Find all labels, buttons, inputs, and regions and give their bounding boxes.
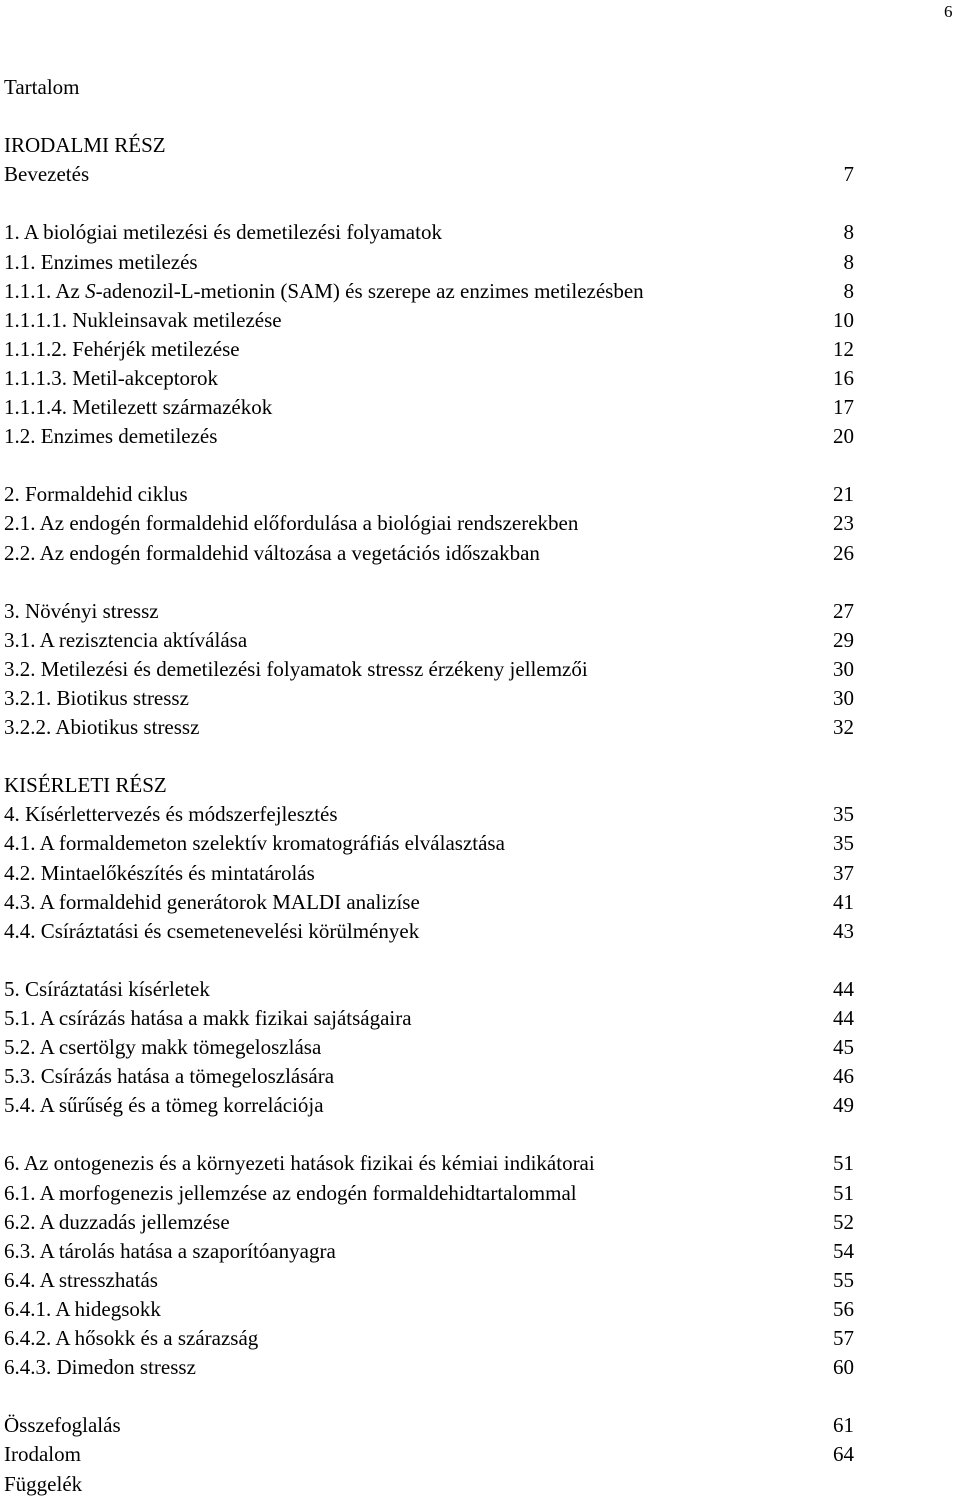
toc-entry-label: 1.1.1.2. Fehérjék metilezése — [4, 336, 240, 361]
toc-entry-label: 4.3. A formaldehid generátorok MALDI analizíse — [4, 889, 420, 914]
toc-entry — [4, 364, 854, 393]
toc-entry-page: 10 — [833, 307, 854, 332]
toc-entry-page: 57 — [833, 1326, 854, 1351]
toc-entry — [4, 1470, 854, 1499]
toc-entry — [4, 888, 854, 917]
toc-entry-label: 5. Csíráztatási kísérletek — [4, 976, 210, 1001]
toc-entry-label: 6.3. A tárolás hatása a szaporítóanyagra — [4, 1238, 336, 1263]
toc-entry — [4, 393, 854, 422]
toc-entry — [4, 975, 854, 1004]
toc-entry-label: 1.1. Enzimes metilezés — [4, 249, 198, 274]
toc-entry-page: 30 — [833, 685, 854, 710]
toc-entry — [4, 1295, 854, 1324]
toc-entry-label: 6.4.3. Dimedon stressz — [4, 1355, 196, 1380]
toc-entry-page: 51 — [833, 1180, 854, 1205]
toc-entry-page: 60 — [833, 1355, 854, 1380]
toc-entry — [4, 597, 854, 626]
toc-entry-page: 8 — [843, 278, 854, 303]
toc-entry-label: 1.2. Enzimes demetilezés — [4, 424, 218, 449]
toc-entry-page: 45 — [833, 1035, 854, 1060]
toc-entry — [4, 277, 854, 306]
toc-entry-label: 6.4.2. A hősokk és a szárazság — [4, 1326, 259, 1351]
toc-entry — [4, 626, 854, 655]
toc-entry-label: Összefoglalás — [4, 1413, 121, 1438]
toc-entry-page: 16 — [833, 365, 854, 390]
toc-entry — [4, 422, 854, 451]
toc-body — [4, 131, 854, 1498]
toc-entry-label: 1.1.1.4. Metilezett származékok — [4, 395, 273, 420]
toc-entry — [4, 539, 854, 568]
toc-entry — [4, 1324, 854, 1353]
toc-entry — [4, 1004, 854, 1033]
toc-entry-page: 32 — [833, 715, 854, 740]
toc-entry-page: 52 — [833, 1209, 854, 1234]
toc-entry-page: 21 — [833, 482, 854, 507]
toc-entry — [4, 480, 854, 509]
toc-entry — [4, 1237, 854, 1266]
toc-entry-page: 49 — [833, 1093, 854, 1118]
toc-entry-page: 8 — [843, 220, 854, 245]
toc-entry-page: 26 — [833, 540, 854, 565]
toc-entry — [4, 1033, 854, 1062]
toc-entry-label: 1.1.1. Az S-adenozil-L-metionin (SAM) és szerepe az enzimes metilezésben — [4, 278, 644, 303]
toc-entry — [4, 509, 854, 538]
toc-entry — [4, 335, 854, 364]
toc-entry — [4, 829, 854, 858]
toc-entry — [4, 306, 854, 335]
toc-entry-page: 44 — [833, 1006, 854, 1030]
section-heading: IRODALMI RÉSZ — [4, 133, 166, 158]
toc-entry-label: Irodalom — [4, 1442, 81, 1467]
toc-entry-label: 5.1. A csírázás hatása a makk fizikai sajátságaira — [4, 1006, 412, 1030]
toc-entry-page: 43 — [833, 918, 854, 943]
toc-entry-label: 1.1.1.1. Nukleinsavak metilezése — [4, 307, 282, 332]
toc-entry — [4, 1208, 854, 1237]
toc-entry-page: 30 — [833, 656, 854, 681]
toc-entry-label: 3.2.1. Biotikus stressz — [4, 685, 189, 710]
toc-entry-label: 2.1. Az endogén formaldehid előfordulása a biológiai rendszerekben — [4, 511, 579, 536]
toc-entry-page: 12 — [833, 336, 854, 361]
toc-entry-label: 4.4. Csíráztatási és csemetenevelési körülmények — [4, 918, 420, 943]
toc-entry-page: 41 — [833, 889, 854, 914]
toc-entry — [4, 859, 854, 888]
toc-entry-page: 46 — [833, 1064, 854, 1089]
toc-entry-page: 20 — [833, 424, 854, 449]
toc-entry — [4, 160, 854, 189]
toc-entry — [4, 684, 854, 713]
toc-entry-label: 4.2. Mintaelőkészítés és mintatárolás — [4, 860, 315, 885]
toc-entry-page: 61 — [833, 1413, 854, 1438]
toc-entry — [4, 248, 854, 277]
toc-entry — [4, 800, 854, 829]
toc-entry-page: 37 — [833, 860, 854, 885]
toc-entry-label: 6.4. A stresszhatás — [4, 1267, 158, 1292]
toc-entry-label: 5.4. A sűrűség és a tömeg korrelációja — [4, 1093, 324, 1118]
toc-entry — [4, 218, 854, 247]
toc-entry-page: 54 — [833, 1238, 854, 1263]
toc-entry-page: 35 — [833, 802, 854, 827]
toc-entry-label: 1. A biológiai metilezési és demetilezési folyamatok — [4, 220, 442, 245]
toc-entry-page: 7 — [843, 162, 854, 187]
toc-entry-page: 56 — [833, 1296, 854, 1321]
toc-entry-label: 3.1. A rezisztencia aktíválása — [4, 627, 248, 652]
toc-entry-label: 1.1.1.3. Metil-akceptorok — [4, 365, 219, 390]
toc-entry-label: 6.2. A duzzadás jellemzése — [4, 1209, 230, 1234]
toc-entry-label: 3.2. Metilezési és demetilezési folyamatok stressz érzékeny jellemzői — [4, 656, 588, 681]
toc-entry — [4, 1149, 854, 1178]
toc-entry-label: 4. Kísérlettervezés és módszerfejlesztés — [4, 802, 338, 827]
toc-entry-page: 35 — [833, 831, 854, 856]
page-number: 6 — [944, 2, 953, 21]
toc-entry-label: 3.2.2. Abiotikus stressz — [4, 715, 200, 740]
toc-entry-label: Bevezetés — [4, 162, 90, 187]
toc-entry-label: 4.1. A formaldemeton szelektív kromatográfiás elválasztása — [4, 831, 505, 856]
toc-entry-page: 8 — [843, 249, 854, 274]
toc-entry — [4, 1353, 854, 1382]
toc-entry — [4, 1179, 854, 1208]
toc-entry-page: 23 — [833, 511, 854, 536]
toc-entry-page: 29 — [833, 627, 854, 652]
toc-entry — [4, 1440, 854, 1469]
toc-title: Tartalom — [4, 75, 80, 99]
toc-entry — [4, 655, 854, 684]
table-of-contents — [4, 73, 854, 1499]
toc-entry-label: 5.2. A csertölgy makk tömegeloszlása — [4, 1035, 322, 1060]
toc-entry-page: 51 — [833, 1151, 854, 1176]
toc-entry-page: 55 — [833, 1267, 854, 1292]
toc-entry-page: 44 — [833, 976, 854, 1001]
toc-entry-label: 3. Növényi stressz — [4, 598, 159, 623]
toc-entry-label: 6.1. A morfogenezis jellemzése az endogén formaldehidtartalommal — [4, 1180, 577, 1205]
toc-entry — [4, 917, 854, 946]
toc-entry-label: 2.2. Az endogén formaldehid változása a vegetációs időszakban — [4, 540, 540, 565]
toc-entry — [4, 1411, 854, 1440]
toc-entry-label: 6. Az ontogenezis és a környezeti hatások fizikai és kémiai indikátorai — [4, 1151, 595, 1176]
toc-entry — [4, 1266, 854, 1295]
toc-entry-page: 17 — [833, 395, 854, 420]
toc-entry-label: Függelék — [4, 1471, 83, 1496]
toc-entry-label: 2. Formaldehid ciklus — [4, 482, 188, 507]
toc-entry-label: 6.4.1. A hidegsokk — [4, 1296, 161, 1321]
toc-entry-label: 5.3. Csírázás hatása a tömegeloszlására — [4, 1064, 335, 1089]
toc-entry — [4, 713, 854, 742]
toc-entry-page: 27 — [833, 598, 854, 623]
toc-entry — [4, 1062, 854, 1091]
section-heading: KISÉRLETI RÉSZ — [4, 773, 167, 798]
toc-entry-page: 64 — [833, 1442, 854, 1467]
toc-entry — [4, 1091, 854, 1120]
